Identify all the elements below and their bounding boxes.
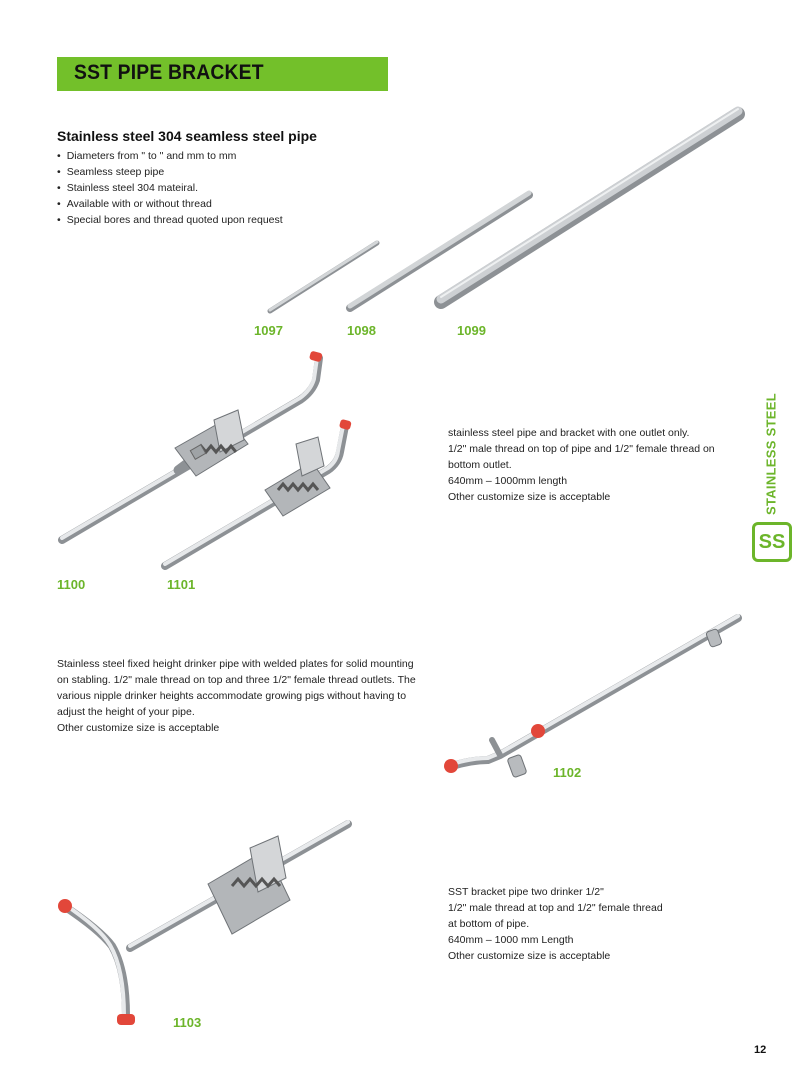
product-code-1098: 1098 — [347, 323, 376, 338]
description-1103: SST bracket pipe two drinker 1/2" 1/2" male thread at top and 1/2" female thread at bottom of pipe. 640mm – 1000 mm Length Other customize size is acceptable — [448, 886, 663, 962]
ss-badge-text: SS — [758, 531, 786, 553]
feature-item: • Seamless steep pipe — [57, 164, 283, 180]
pipe-1098-image — [350, 193, 529, 308]
pipe-1099-image — [441, 109, 738, 302]
product-code-1102: 1102 — [553, 765, 582, 780]
side-category-label — [757, 393, 785, 515]
product-code-1100: 1100 — [57, 577, 86, 592]
pipe-1103-image — [58, 822, 348, 1025]
section-title: Stainless steel 304 seamless steel pipe — [57, 128, 317, 144]
product-code-1103: 1103 — [173, 1015, 202, 1030]
feature-item: • Available with or without thread — [57, 196, 283, 212]
product-code-1101: 1101 — [167, 577, 196, 592]
product-code-1099: 1099 — [457, 323, 486, 338]
side-category-text: STAINLESS STEEL — [763, 393, 779, 515]
ss-badge — [752, 522, 792, 562]
feature-item: • Diameters from " to " and mm to mm — [57, 148, 283, 164]
page-number: 12 — [754, 1044, 767, 1056]
product-code-1097: 1097 — [254, 323, 283, 338]
feature-item: • Special bores and thread quoted upon request — [57, 212, 283, 228]
feature-item: • Stainless steel 304 mateiral. — [57, 180, 283, 196]
page-title: SST PIPE BRACKET — [74, 61, 264, 84]
pipe-1102-image — [444, 616, 738, 778]
description-1102: Stainless steel fixed height drinker pipe with welded plates for solid mounting on stabling. 1/2" male thread on top and three 1/2" female thread outlets. The various nipple drinker heights accommodate growing pigs without having to adjust the height of your pipe. Other customize size is acceptable — [57, 658, 416, 734]
description-1100: stainless steel pipe and bracket with one outlet only. 1/2" male thread on top of pipe and 1/2" female thread on bottom outlet. 640mm – 1000mm length Other customize size is acceptable — [448, 427, 715, 503]
